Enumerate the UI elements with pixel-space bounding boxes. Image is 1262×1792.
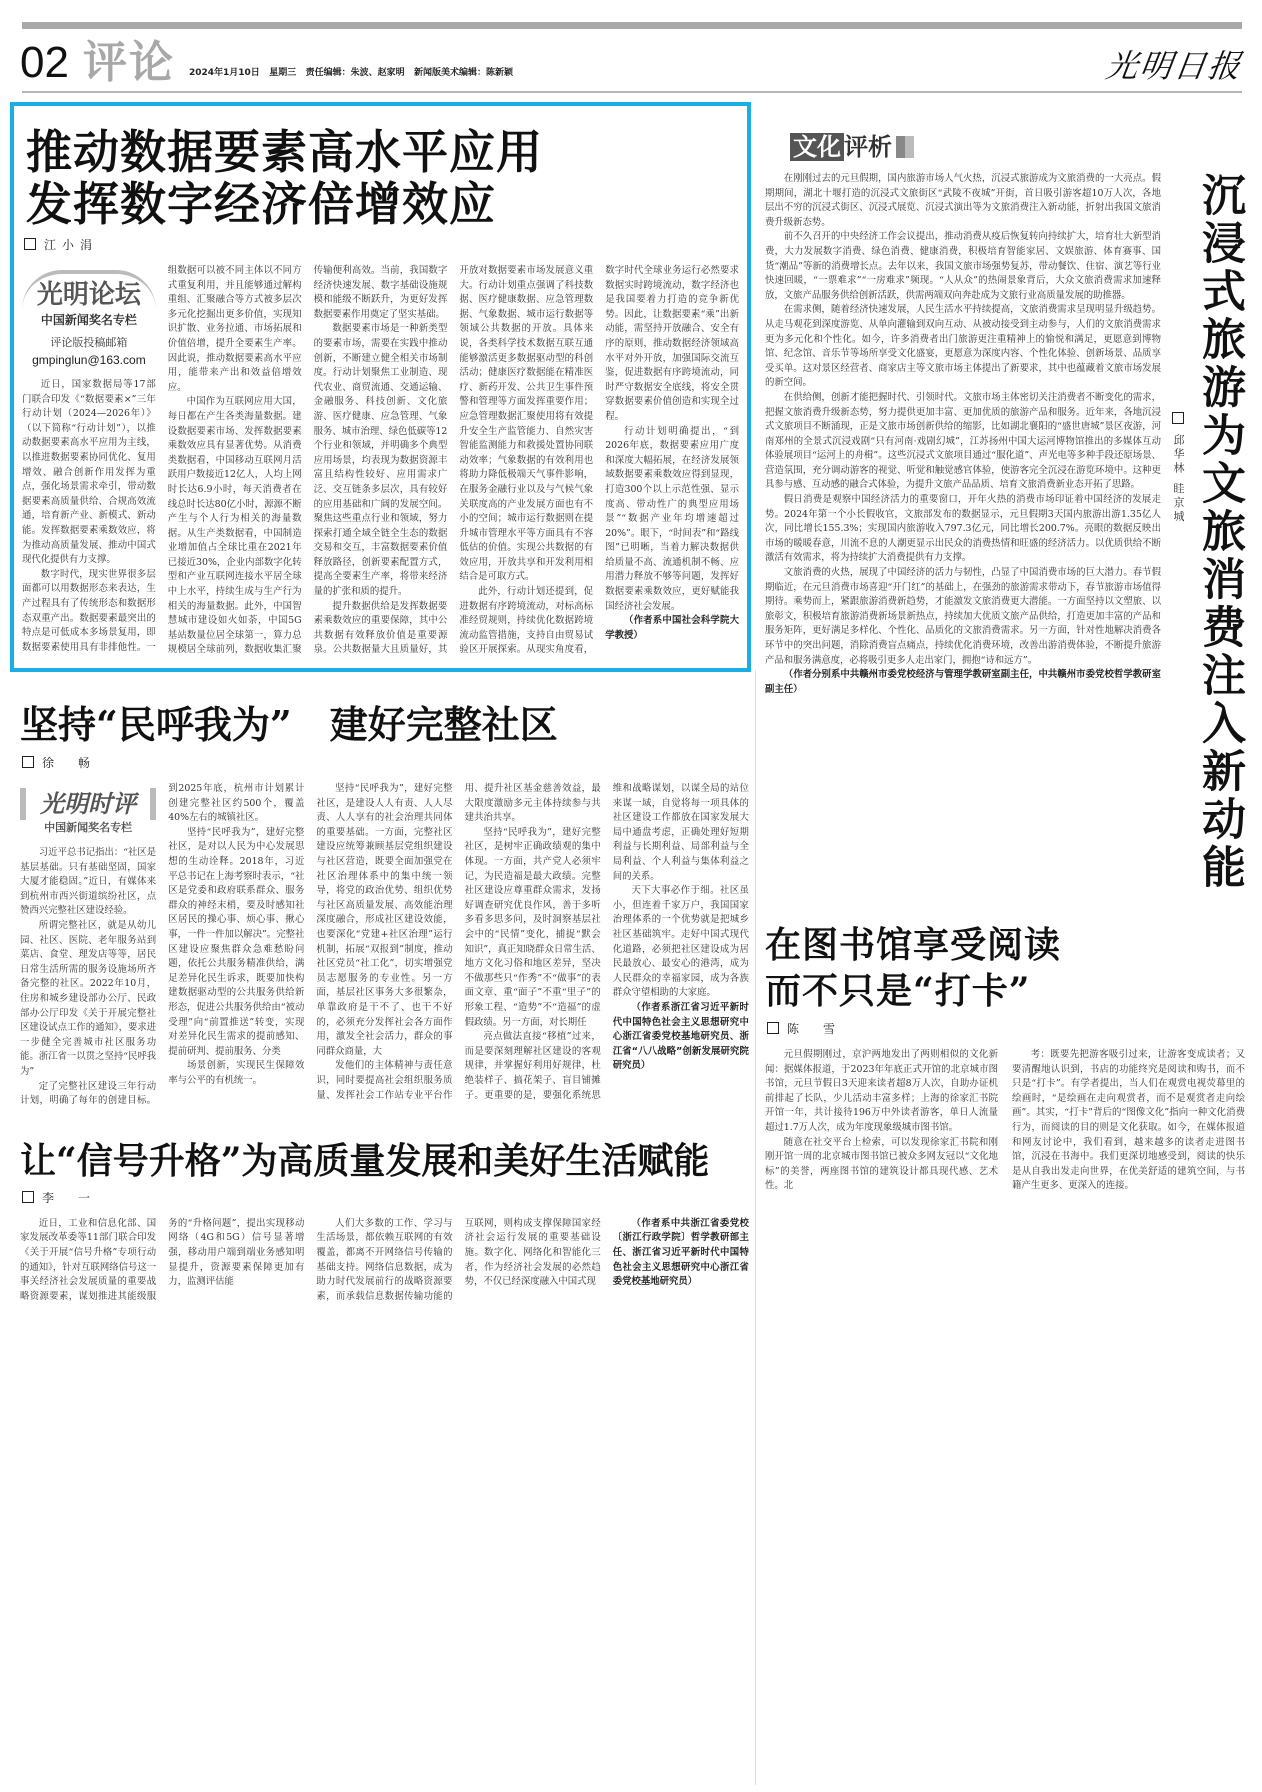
paragraph: 提升数据供给是发挥数据要素乘数效应的重要保障，其中公共数据有效释放价值是重要源泉。公共数据量大且质量好，其开放对数据要素市场发展意义重大。行动计划重点强调了科技数据、医疗健康数据、应急管理数据、气象数据、城市运行数据等领域公共数据的开放。具体来说，各类科学技术数据互联互通能够激活更多数据驱动型的科创活动；健康医疗数据能在精准医疗、新药开发、公共卫生事件预警和管理等方面发挥重要作用；应急管理数据汇聚使用将有效提升安全生产监管能力、自然灾害智能监测能力和救援处置协同联动效率；气象数据的有效利用也将助力降低极端天气事件影响，在服务金融行业以及与气候气象关联度高的产业发展方面也有不小的空间；城市运行数据则在提升城市管理水平等方面具有不容低估的价值。实现公共数据的有效应用，开放共享和开发利用相结合是可取方式。 bbox=[313, 265, 594, 656]
paragraph: 坚持“民呼我为”，建好完整社区，是建设人人有责、人人尽责、人人享有的社会治理共同体的重要基础。一方面，完整社区建设应统筹兼顾基层党组织建设与社区营造，既要全面加强党在社区治理体系中的集中统一领导，将党的政治优势、组织优势与社区高质量发展、高效能治理深度融合，形成社区建设效能，也要深化“党建+社区治理”运行机制，拓展“双报到”制度，推动社区党员“社工化”，切实增强党员志愿服务的专业性。另一方面，基层社区事务大多很繁杂，单靠政府是干不了、也干不好的，必须充分发挥社会各方面作用，激发全社会活力，群众的事同群众商量，大 bbox=[316, 783, 453, 1057]
paragraph: 在供给侧，创新才能把握时代、引领时代。文旅市场主体密切关注消费者不断变化的需求，把握文旅消费升级新态势，努力提供更加丰富、更加优质的旅游产品和服务。近年来，各地沉浸式文旅项目不断涌现，正是文旅市场创新供给的缩影，比如湖北襄阳的“盛世唐城”景区夜游，河南郑州的全景式沉浸戏剧“只有河南·戏剧幻城”，江苏扬州中国大运河博物馆推出的多媒体互动体验展项目“运河上的舟楫”。这些沉浸式文旅项目通过“服化道”、声光电等多种手段还原场景、营造氛围，充分调动游客的视觉、听觉和触觉感官体验，使游客完全沉浸在游览环境中。这种更具参与感、互动感的融合式体验，为提升文旅产品品质、培育文旅消费新业态开拓了思路。 bbox=[765, 391, 1161, 491]
signal-article-body bbox=[20, 1217, 749, 1305]
left-column bbox=[10, 102, 751, 1304]
byline-box-icon bbox=[1172, 412, 1184, 424]
culture-analysis-label bbox=[790, 132, 1245, 162]
promo-title: 光明时评 bbox=[20, 788, 156, 820]
paragraph: 前不久召开的中央经济工作会议提出，推动消费从疫后恢复转向持续扩大，培育壮大新型消费，大力发展数字消费、绿色消费、健康消费，积极培育智能家居、文娱旅游、体育赛事、国货“潮品”等新的消费增长点。去年以来，我国文旅市场强势复苏，带动餐饮、住宿、演艺等行业快速回暖，“一票难求”“一房难求”频现。“人从众”的热闹景象背后，大众文旅消费需求加速释放，文旅产品服务供给创新活跃，供需两端双向奔赴成为文旅行业高质量发展的助推器。 bbox=[765, 231, 1161, 301]
page-number: 02 bbox=[20, 38, 69, 87]
promo-title: 光明论坛 bbox=[22, 270, 156, 312]
community-article-body bbox=[20, 782, 749, 1109]
signal-article-byline bbox=[22, 1189, 749, 1207]
author-name: 眭京城 bbox=[1172, 482, 1185, 525]
signal-article bbox=[10, 1139, 751, 1305]
signal-article-title: 让“信号升格”为高质量发展和美好生活赋能 bbox=[20, 1139, 710, 1182]
culture-article-title-block bbox=[1171, 172, 1245, 892]
paragraph: 近日，工业和信息化部、国家发展改革委等11部门联合印发《关于开展“信号升格”专项行动的通知》，针对互联网络信号这一事关经济社会发展质量的重要战略资源要素，谋划推进其能级服务的“升格问题”，提出实现移动网络（4G和5G）信号显著增强，移动用户端到端业务感知明显提升，资源要素保障更加有力，监测评估能 bbox=[20, 1217, 305, 1302]
paragraph: 坚持“民呼我为”，建好完整社区，是树牢正确政绩观的集中体现。一方面，共产党人必须牢记，为民造福是最大政绩。完整社区建设应尊重群众需求，发扬好调查研究优良作风，善于多听多看多思多问，及时洞察基层社会中的“民情”变化，捕捉“默会知识”，真正知晓群众日常生活、地方文化习俗和地区差异，坚决不做那些只“作秀”不“做事”的表面文章、重“面子”不重“里子”的形象工程、“造势”不“造福”的虚假政绩。另一方面，对长期任 bbox=[464, 826, 601, 1028]
author-name: 李 一 bbox=[42, 1190, 97, 1205]
top-rule bbox=[22, 22, 1242, 29]
paragraph: 行动计划明确提出，“到2026年底，数据要素应用广度和深度大幅拓展，在经济发展领域数据要素乘数效应得到显现，打造300个以上示范性强、显示度高、带动性广的典型应用场景”“数据产业年均增速超过20%”。眼下，“时间表”和“路线图”已明晰，当着力解决数据供给质量不高、流通机制不畅、应用潜力释放不够等问题，发挥好数据要素乘数效应，更好赋能我国经济社会发展。 bbox=[605, 425, 739, 612]
guangming-commentary-promo bbox=[20, 788, 156, 836]
paragraph: 数据要素市场是一种新类型的要素市场，需要在实践中推动创新，不断建立健全相关市场制度。行动计划聚焦工业制造、现代农业、商贸流通、交通运输、金融服务、科技创新、文化旅游、医疗健康、应急管理、气象服务、城市治理、绿色低碳等12个行业和领域，并明确多个典型应用场景，均表现为数据资源丰富且结构性较好、应用需求广泛、交互链条多层次，具有较好的应用基础和广阔的发展空间。聚焦这些重点行业和领域，努力探索打通全域全链全生态的数据交易和交互，丰富数据要素价值释放路径，创新要素配置方式，提高全要素生产率，将带来经济量的扩张和质的提升。 bbox=[313, 323, 448, 598]
byline-box-icon bbox=[24, 238, 36, 250]
newspaper-logo: 光明日报 bbox=[1103, 47, 1245, 85]
submission-email[interactable]: gmpinglun@163.com bbox=[32, 353, 146, 367]
paragraph: 亮点做法直接“移植”过来，而是要深刻理解社区建设的客观规律，并掌握好利用好规律，杜绝装样子、搞花架子、盲目铺摊子。更重要的是，要强化系统思维和战略谋划，以谋全局的站位来谋一域，自觉将每一项具体的社区建设工作都放在国家发展大局中通盘考虑，正确处理好短期利益与长期利益、局部利益与全局利益、个人利益与集体利益之间的关系。 bbox=[464, 783, 749, 1101]
pixel-decoration-icon bbox=[896, 136, 914, 158]
label-dark: 文化 bbox=[790, 133, 844, 161]
paragraph: 数字时代，现实世界很多层面都可以用数据形态来表达，生产过程具有了传统形态和数据形态双重产出。数据要素最突出的特点是可低成本多场景复用，即数据要素使用具有非排他性。一组数据可以被不同主体以不同方式重复利用，并且能够通过解构重组、汇聚融合等方式被多层次多元化挖掘出更多价值，实现知识扩散、业务拉通、市场拓展和价值倍增，提升全要素生产率。因此说，推动数据要素高水平应用，能带来产出和效益倍增效应。 bbox=[22, 265, 302, 653]
community-article-title: 坚持“民呼我为” 建好完整社区 bbox=[20, 702, 558, 748]
paragraph: 随意在社交平台上检索，可以发现徐家汇书院和刚刚开馆一周的北京城市图书馆已被众多网友冠以“文化地标”的美誉，两座图书馆的建筑设计都具现代感、艺术性。北 bbox=[765, 1136, 998, 1192]
library-article-byline bbox=[767, 1020, 1245, 1038]
byline-box-icon bbox=[22, 756, 34, 768]
label-light: 评析 bbox=[844, 133, 892, 161]
masthead bbox=[20, 34, 1245, 88]
paragraph: 发他们的主体精神与责任意识，同时要提高社会组织服务质量、发挥社会工作站专业平台作用、提升社区基金慈善效益，最大限度激励多元主体持续参与共建共治共享。 bbox=[316, 783, 601, 1101]
byline-box-icon bbox=[22, 1191, 34, 1203]
main-article-title bbox=[26, 126, 739, 230]
culture-article-body bbox=[765, 172, 1245, 892]
paragraph: 坚持“民呼我为”，建好完整社区，是对以人民为中心发展思想的生动诠释。2018年，习近平总书记在上海考察时表示，“社区是党委和政府联系群众、服务群众的神经末梢，要及时感知社区居民的操心事、烦心事、揪心事，一件一件加以解决”。完整社区建设应聚焦群众急难愁盼问题，依托公共服务精准供给，满足差异化民生诉求，既要加快构建数据驱动型的公共服务供给新形态，促进公共服务供给由“被动受理”向“前置推送”转变，实现对差异化民生需求的提前感知、提前研判、提前服务、分类 bbox=[168, 826, 305, 1057]
author-credit: （作者系浙江省习近平新时代中国特色社会主义思想研究中心浙江省委党校基地研究员、浙江省“八八战略”创新发展研究院研究员） bbox=[612, 1001, 749, 1072]
section-title: 评论 bbox=[82, 37, 175, 88]
header-rule bbox=[22, 91, 1242, 93]
main-title-line-2: 发挥数字经济倍增效应 bbox=[26, 177, 496, 231]
author-credit: （作者系中共浙江省委党校〔浙江行政学院〕哲学教研部主任、浙江省习近平新时代中国特色社会主义思想研究中心浙江省委党校基地研究员） bbox=[612, 1217, 749, 1288]
author-name: 徐 畅 bbox=[42, 756, 97, 771]
paragraph: 文旅消费的火热，展现了中国经济的活力与韧性，凸显了中国消费市场的巨大潜力。春节假期临近，在元旦消费市场喜迎“开门红”的基础上，在强劲的旅游需求带动下，春节旅游市场值得期待。乘势而上，紧跟旅游消费新趋势，才能激发文旅消费更大潜能。一方面坚持以文塑旅、以旅彰文，积极培育旅游消费新场景新热点，持续加大优质文旅产品供给，打造更加丰富的产品和服务矩阵，更好满足多样化、个性化、品质化的文旅消费需求。另一方面，针对性地解决消费各环节中的突出问题，消除消费盲点痛点，持续优化消费环境，改善出游消费体验，不断提升旅游产品和服务满意度，必将吸引更多人走出家门，拥抱“诗和远方”。 bbox=[765, 567, 1161, 666]
column-divider bbox=[755, 670, 756, 1785]
main-article-body bbox=[22, 264, 739, 658]
author-name: 邱华林 bbox=[1172, 434, 1185, 476]
paragraph: 所谓完整社区，就是从幼儿园、社区、医院、老年服务站到菜店、食堂、理发店等等，居民日常生活所需的服务设施场所齐备完整的社区。2022年10月，住房和城乡建设部办公厅、民政部办公厅印发《关于开展完整社区建设试点工作的通知》，要求进一步健全完善城市社区服务功能。浙江省一以贯之坚持“民呼我为” bbox=[20, 920, 157, 1077]
paragraph: 在需求侧，随着经济快速发展，人民生活水平持续提高，文旅消费需求呈现明显升级趋势。从走马观花到深度游览、从单向灌输到双向互动、从被动接受到主动参与，人们的文旅消费需求更为多元化和个性化。如今，许多消费者出门旅游更注重精神上的愉悦和满足，更愿意到博物馆、纪念馆、音乐节等场所享受文化盛宴，更愿意为深度内容、个性化体验、创新场景、品质享受买单。这对景区经营者、商家店主等文旅市场主体提出了新要求，其中也蕴藏着文旅市场发展的新空间。 bbox=[765, 304, 1161, 389]
author-credit: （作者分别系中共赣州市委党校经济与管理学教研室副主任，中共赣州市委党校哲学教研室副主任） bbox=[765, 669, 1161, 695]
paragraph: 此外，行动计划还提到，促进数据有序跨境流动，对标高标准经贸规则，持续优化数据跨境流动监管措施，支持自由贸易试验区开展探索。从现实角度看，数字时代全球业务运行必然要求数据实时跨境流动，数字经济也是我国要着力打造的竞争新优势。因此，让数据要素“乘”出新动能，需坚持开放融合、安全有序的原则，推动数据经济领域高水平对外开放，加强国际交流互鉴，促进数据有序跨境流动，同时严守数据安全底线，将安全贯穿数据要素价值创造和实现全过程。 bbox=[459, 265, 739, 656]
paragraph: 元旦假期刚过，京沪两地发出了两则相似的文化新闻：据媒体报道，于2023年年底正式开馆的北京城市图书馆，元旦节假日3天迎来读者超8万人次，自助办证机前排起了长队，少儿活动丰富多样；上海的徐家汇书院开馆一年，共计接待196万中外读者游客，单日人流量超过1.7万人次，成为年度现象级城市图书馆。 bbox=[765, 1049, 998, 1133]
author-name: 江小涓 bbox=[44, 238, 99, 252]
community-article-byline bbox=[22, 754, 749, 772]
main-title-line-1: 推动数据要素高水平应用 bbox=[26, 125, 543, 179]
promo-subtitle: 中国新闻奖名专栏 bbox=[40, 313, 137, 327]
culture-article-byline bbox=[1171, 412, 1185, 525]
library-title-line-2: 而不只是“打卡” bbox=[765, 970, 1031, 1012]
featured-article-frame bbox=[10, 102, 751, 672]
paragraph: 中国作为互联网应用大国，每日都在产生各类海量数据。建设数据要素市场、发挥数据要素乘数效应具有显著优势。从消费类数据看，中国移动互联网月活跃用户数接近12亿人，人均上网时长达6.9小时，每天消费者在线总时长达80亿小时，源源不断产生与个人行为相关的海量数据。从生产类数据看，中国制造业增加值占全球比重在2021年已接近30%，企业内部数字化转型和产业互联网连接水平居全球中上水平，持续生成与生产行为相关的海量数据。此外，中国智慧城市建设如火如荼，中国5G基站数量位居全球第一，算力总规模居全球前列，数据收集汇聚传输便利高效。当前，我国数字经济快速发展、数字基础设施规模和能级不断跃升，为更好发挥数据要素作用奠定了坚实基础。 bbox=[167, 265, 448, 656]
paragraph: 天下大事必作于细。社区虽小，但连着千家万户，我国国家治理体系的一个优势就是把城乡社区基础筑牢。走好中国式现代化道路，必须把社区建设成为居民最放心、最安心的港湾，成为人民群众的幸福家园，成为各族群众守望相助的大家庭。 bbox=[612, 885, 749, 999]
paragraph: 近日，国家数据局等17部门联合印发《“数据要素×”三年行动计划（2024—2026年）》（以下简称“行动计划”），以推动数据要素高水平应用为主线，以推进数据要素协同优化、复用增效、融合创新作用发挥为重点，强化场景需求牵引，带动数据要素高质量供给、合规高效流通，培育新产业、新模式、新动能。发挥数据要素乘数效应，将为推动高质量发展、推动中国式现代化提供有力支撑。 bbox=[22, 379, 156, 566]
library-article-title bbox=[765, 922, 1245, 1014]
library-article-body bbox=[765, 1048, 1245, 1194]
paragraph: 在刚刚过去的元旦假期，国内旅游市场人气火热，沉浸式旅游成为文旅消费的一大亮点。假期期间，湖北十堰打造的沉浸式文旅街区“武陵不夜城”开街，首日吸引游客超10万人次，各地层出不穷的沉浸式街区、沉浸式展览、沉浸式演出等为文旅消费注入新动能，折射出我国文旅消费升级新态势。 bbox=[765, 173, 1161, 228]
paragraph: 习近平总书记指出：“社区是基层基础。只有基础坚固，国家大厦才能稳固。”近日，有媒体来到杭州市西兴街道缤纷社区，点赞西兴完整社区建设经验。 bbox=[20, 847, 157, 917]
paragraph: 人们大多数的工作、学习与生活场景，都依赖互联网的有效覆盖，都离不开网络信号传输的基础支持。网络信息数据，成为助力时代发展前行的战略资源要素，而承载信息数据传输功能的互联网，则构成支撑保障国家经济社会运行发展的重要基础设施。数字化、网络化和智能化三者，作为经济社会发展的必然趋势，不仅已经深度融入中国式现 bbox=[316, 1217, 601, 1302]
main-article-byline bbox=[24, 236, 739, 254]
right-column bbox=[765, 132, 1245, 1194]
mailbox-label: 评论版投稿邮箱 bbox=[50, 336, 128, 349]
promo-subtitle: 中国新闻奖名专栏 bbox=[44, 821, 133, 835]
paragraph: 考：既要先把游客吸引过来，让游客变成读者；又要清醒地认识到，书店的功能终究是阅读和购书，而不只是“打卡”。有学者提出，当人们在观赏电视荧幕里的绘画时，“是绘画在走向观赏者，而不是观赏者走向绘画”。其实，“打卡”背后的“图像文化”指向一种文化消费行为，而阅读的目的则是文化获取。如今，在媒体报道和网友讨论中，我们看到，越来越多的读者走进图书馆，沉浸在书海中。我们更深切地感受到，阅读的快乐是从自我出发走向世界，在优美舒适的建筑空间，与书籍产生更多、更深入的连接。 bbox=[1012, 1049, 1245, 1192]
library-article bbox=[765, 922, 1245, 1194]
dateline: 2024年1月10日 星期三 责任编辑：朱波、赵家明 新闻版美术编辑：陈新颖 bbox=[188, 68, 513, 78]
author-name: 陈 雪 bbox=[787, 1022, 842, 1036]
community-article bbox=[10, 702, 751, 1109]
paragraph: 场景创新，实现民生保障效率与公平的有机统一。 bbox=[168, 1060, 305, 1086]
byline-box-icon bbox=[767, 1022, 779, 1034]
culture-article-title: 沉浸式旅游为文旅消费注入新动能 bbox=[1194, 172, 1245, 892]
library-title-line-1: 在图书馆享受阅读 bbox=[765, 924, 1062, 966]
guangming-forum-promo bbox=[22, 270, 156, 368]
author-credit: （作者系中国社会科学院大学教授） bbox=[605, 615, 739, 641]
paragraph: 定了完整社区建设三年行动计划，明确了每年的创建目标。到2025年底，杭州市计划累计创建完整社区约500个，覆盖40%左右的城镇社区。 bbox=[20, 783, 305, 1107]
paragraph: 假日消费是观察中国经济活力的重要窗口，开年火热的消费市场印证着中国经济的发展走势。2024年第一个小长假收官，文旅部发布的数据显示，元旦假期3天国内旅游出游1.35亿人次，同比增长155.3%；实现国内旅游收入797.3亿元，同比增长200.7%。亮眼的数据反映出市场的暖暖春意，川流不息的人潮更显示出民众的消费热情和旺盛的经济活力。以优质供给不断激活有效需求，将为持续扩大消费提供有力支撑。 bbox=[765, 494, 1161, 564]
